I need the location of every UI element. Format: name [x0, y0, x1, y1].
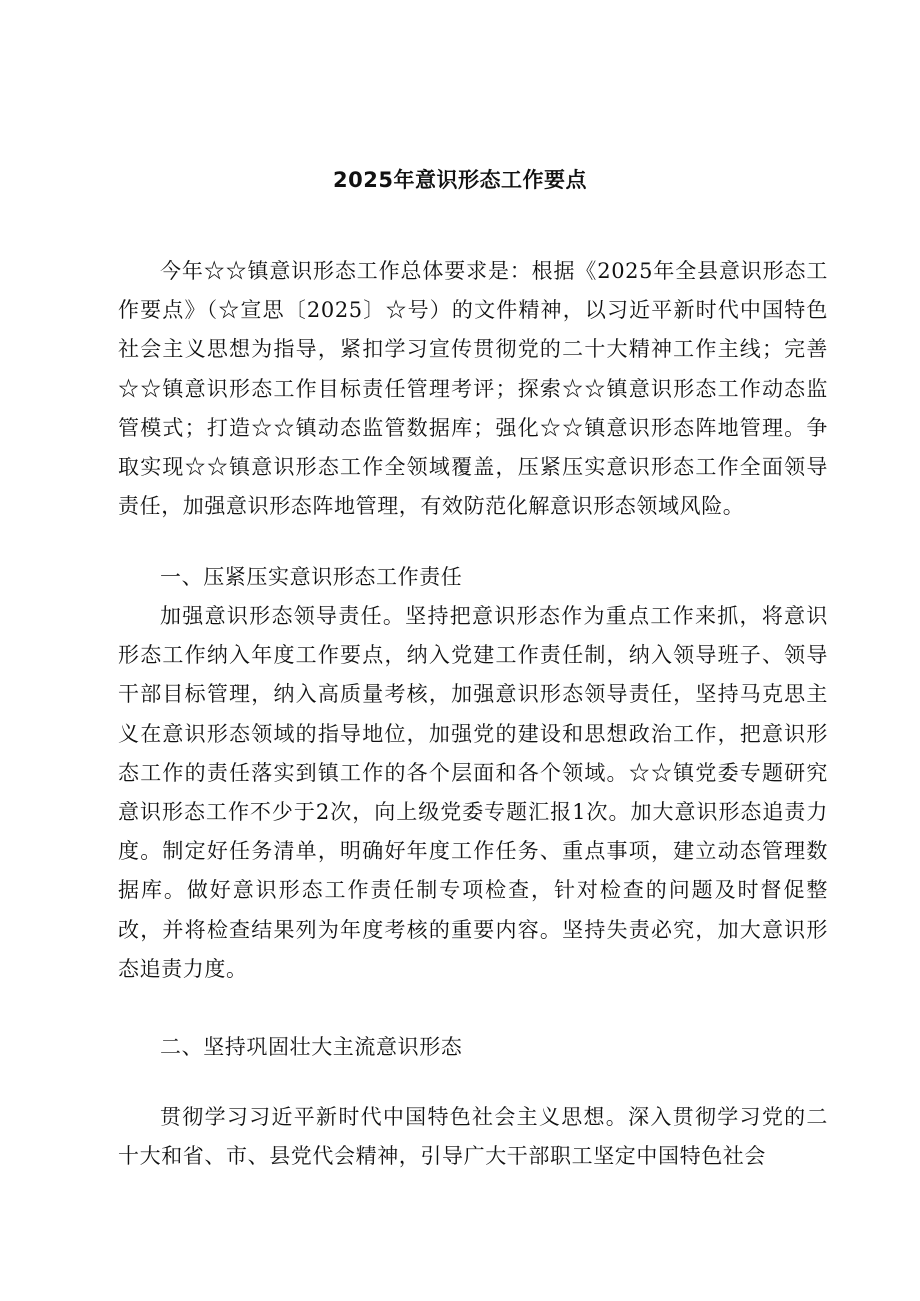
section-1: [118, 558, 828, 989]
section-paragraph: 加强意识形态领导责任。坚持把意识形态作为重点工作来抓，将意识形态工作纳入年度工作要点，纳入党建工作责任制，纳入领导班子、领导干部目标管理，纳入高质量考核，加强意识形态领导责任，坚持马克思主义在意识形态领域的指导地位，加强党的建设和思想政治工作，把意识形态工作的责任落实到镇工作的各个层面和各个领域。☆☆镇党委专题研究意识形态工作不少于2次，向上级党委专题汇报1次。加大意识形态追责力度。制定好任务清单，明确好年度工作任务、重点事项，建立动态管理数据库。做好意识形态工作责任制专项检查，针对检查的问题及时督促整改，并将检查结果列为年度考核的重要内容。坚持失责必究，加大意识形态追责力度。: [118, 604, 828, 981]
intro-paragraph: 今年☆☆镇意识形态工作总体要求是：根据《2025年全县意识形态工作要点》（☆宣思〔2025〕☆号）的文件精神，以习近平新时代中国特色社会主义思想为指导，紧扣学习宣传贯彻党的二十大精神工作主线；完善☆☆镇意识形态工作目标责任管理考评；探索☆☆镇意识形态工作动态监管模式；打造☆☆镇动态监管数据库；强化☆☆镇意识形态阵地管理。争取实现☆☆镇意识形态工作全领域覆盖，压紧压实意识形态工作全面领导责任，加强意识形态阵地管理，有效防范化解意识形态领域风险。: [118, 259, 828, 519]
section-heading: 二、坚持巩固壮大主流意识形态: [160, 1035, 463, 1059]
document-title: 2025年意识形态工作要点: [333, 168, 587, 192]
intro-block: [118, 252, 828, 526]
section-paragraph: 贯彻学习习近平新时代中国特色社会主义思想。深入贯彻学习党的二十大和省、市、县党代会精神，引导广大干部职工坚定中国特色社会: [118, 1105, 828, 1169]
section-heading: 一、压紧压实意识形态工作责任: [160, 565, 463, 589]
section-2-body-block: [118, 1098, 828, 1176]
section-2-heading-block: [118, 1028, 828, 1067]
